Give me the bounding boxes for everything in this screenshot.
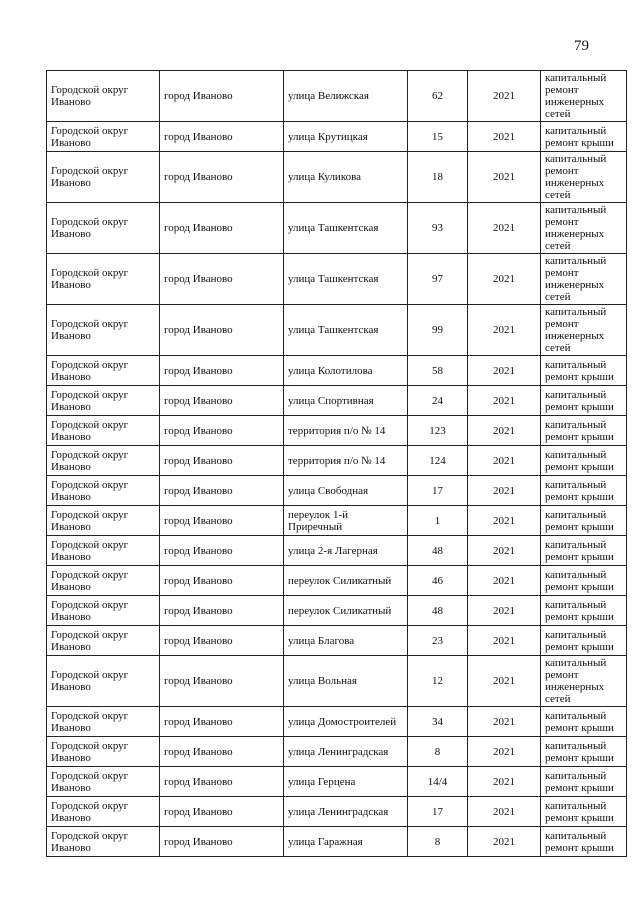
municipal-district-cell: Городской округ Иваново: [47, 737, 160, 767]
house-number-cell: 97: [408, 254, 468, 305]
house-number-cell: 48: [408, 536, 468, 566]
municipal-district-cell: Городской округ Иваново: [47, 152, 160, 203]
municipal-district-cell: Городской округ Иваново: [47, 476, 160, 506]
year-cell: 2021: [468, 767, 541, 797]
work-type-cell: капитальный ремонт крыши: [541, 626, 627, 656]
house-number-cell: 24: [408, 386, 468, 416]
table-row: [47, 386, 627, 416]
table-row: [47, 506, 627, 536]
street-cell: улица Велижская: [284, 71, 408, 122]
street-cell: улица Ташкентская: [284, 254, 408, 305]
settlement-cell: город Иваново: [160, 203, 284, 254]
work-type-cell: капитальный ремонт инженерных сетей: [541, 305, 627, 356]
year-cell: 2021: [468, 566, 541, 596]
table-row: [47, 536, 627, 566]
house-number-cell: 1: [408, 506, 468, 536]
house-number-cell: 123: [408, 416, 468, 446]
street-cell: улица Свободная: [284, 476, 408, 506]
street-cell: улица 2-я Лагерная: [284, 536, 408, 566]
municipal-district-cell: Городской округ Иваново: [47, 506, 160, 536]
house-number-cell: 12: [408, 656, 468, 707]
street-cell: переулок Силикатный: [284, 596, 408, 626]
street-cell: переулок 1-й Приречный: [284, 506, 408, 536]
year-cell: 2021: [468, 446, 541, 476]
year-cell: 2021: [468, 506, 541, 536]
street-cell: улица Куликова: [284, 152, 408, 203]
settlement-cell: город Иваново: [160, 356, 284, 386]
house-number-cell: 46: [408, 566, 468, 596]
work-type-cell: капитальный ремонт инженерных сетей: [541, 254, 627, 305]
year-cell: 2021: [468, 416, 541, 446]
municipal-district-cell: Городской округ Иваново: [47, 656, 160, 707]
street-cell: улица Ташкентская: [284, 203, 408, 254]
work-type-cell: капитальный ремонт крыши: [541, 506, 627, 536]
municipal-district-cell: Городской округ Иваново: [47, 536, 160, 566]
work-type-cell: капитальный ремонт инженерных сетей: [541, 656, 627, 707]
table-row: [47, 737, 627, 767]
settlement-cell: город Иваново: [160, 386, 284, 416]
house-number-cell: 17: [408, 797, 468, 827]
municipal-district-cell: Городской округ Иваново: [47, 122, 160, 152]
house-number-cell: 124: [408, 446, 468, 476]
work-type-cell: капитальный ремонт инженерных сетей: [541, 71, 627, 122]
table-row: [47, 122, 627, 152]
house-number-cell: 93: [408, 203, 468, 254]
table-row: [47, 203, 627, 254]
year-cell: 2021: [468, 305, 541, 356]
work-type-cell: капитальный ремонт крыши: [541, 566, 627, 596]
year-cell: 2021: [468, 707, 541, 737]
table-row: [47, 71, 627, 122]
work-type-cell: капитальный ремонт крыши: [541, 386, 627, 416]
settlement-cell: город Иваново: [160, 626, 284, 656]
house-number-cell: 8: [408, 737, 468, 767]
street-cell: территория п/о № 14: [284, 446, 408, 476]
table-row: [47, 566, 627, 596]
year-cell: 2021: [468, 203, 541, 254]
settlement-cell: город Иваново: [160, 827, 284, 857]
municipal-district-cell: Городской округ Иваново: [47, 71, 160, 122]
work-type-cell: капитальный ремонт крыши: [541, 536, 627, 566]
municipal-district-cell: Городской округ Иваново: [47, 566, 160, 596]
street-cell: улица Домостроителей: [284, 707, 408, 737]
work-type-cell: капитальный ремонт крыши: [541, 356, 627, 386]
year-cell: 2021: [468, 356, 541, 386]
settlement-cell: город Иваново: [160, 122, 284, 152]
work-type-cell: капитальный ремонт крыши: [541, 446, 627, 476]
table-row: [47, 767, 627, 797]
municipal-district-cell: Городской округ Иваново: [47, 626, 160, 656]
house-number-cell: 18: [408, 152, 468, 203]
settlement-cell: город Иваново: [160, 596, 284, 626]
house-number-cell: 99: [408, 305, 468, 356]
municipal-district-cell: Городской округ Иваново: [47, 254, 160, 305]
work-type-cell: капитальный ремонт крыши: [541, 122, 627, 152]
house-number-cell: 17: [408, 476, 468, 506]
work-type-cell: капитальный ремонт крыши: [541, 416, 627, 446]
year-cell: 2021: [468, 596, 541, 626]
year-cell: 2021: [468, 827, 541, 857]
table-row: [47, 707, 627, 737]
settlement-cell: город Иваново: [160, 707, 284, 737]
year-cell: 2021: [468, 122, 541, 152]
municipal-district-cell: Городской округ Иваново: [47, 827, 160, 857]
year-cell: 2021: [468, 626, 541, 656]
year-cell: 2021: [468, 71, 541, 122]
house-number-cell: 62: [408, 71, 468, 122]
table-row: [47, 797, 627, 827]
settlement-cell: город Иваново: [160, 476, 284, 506]
street-cell: улица Спортивная: [284, 386, 408, 416]
settlement-cell: город Иваново: [160, 305, 284, 356]
settlement-cell: город Иваново: [160, 416, 284, 446]
municipal-district-cell: Городской округ Иваново: [47, 356, 160, 386]
table-row: [47, 476, 627, 506]
table-body: [47, 71, 627, 857]
municipal-district-cell: Городской округ Иваново: [47, 797, 160, 827]
year-cell: 2021: [468, 476, 541, 506]
work-type-cell: капитальный ремонт крыши: [541, 707, 627, 737]
table-row: [47, 626, 627, 656]
settlement-cell: город Иваново: [160, 446, 284, 476]
house-number-cell: 15: [408, 122, 468, 152]
work-type-cell: капитальный ремонт крыши: [541, 737, 627, 767]
house-number-cell: 34: [408, 707, 468, 737]
year-cell: 2021: [468, 656, 541, 707]
municipal-district-cell: Городской округ Иваново: [47, 767, 160, 797]
street-cell: переулок Силикатный: [284, 566, 408, 596]
settlement-cell: город Иваново: [160, 797, 284, 827]
municipal-district-cell: Городской округ Иваново: [47, 446, 160, 476]
work-type-cell: капитальный ремонт крыши: [541, 596, 627, 626]
table-row: [47, 254, 627, 305]
settlement-cell: город Иваново: [160, 536, 284, 566]
house-number-cell: 48: [408, 596, 468, 626]
house-number-cell: 23: [408, 626, 468, 656]
street-cell: улица Крутицкая: [284, 122, 408, 152]
settlement-cell: город Иваново: [160, 737, 284, 767]
year-cell: 2021: [468, 797, 541, 827]
work-type-cell: капитальный ремонт крыши: [541, 827, 627, 857]
table-row: [47, 416, 627, 446]
settlement-cell: город Иваново: [160, 254, 284, 305]
table-row: [47, 596, 627, 626]
municipal-district-cell: Городской округ Иваново: [47, 596, 160, 626]
year-cell: 2021: [468, 254, 541, 305]
settlement-cell: город Иваново: [160, 152, 284, 203]
street-cell: улица Ташкентская: [284, 305, 408, 356]
work-type-cell: капитальный ремонт крыши: [541, 797, 627, 827]
municipal-district-cell: Городской округ Иваново: [47, 416, 160, 446]
house-number-cell: 8: [408, 827, 468, 857]
municipal-district-cell: Городской округ Иваново: [47, 203, 160, 254]
street-cell: улица Гаражная: [284, 827, 408, 857]
year-cell: 2021: [468, 386, 541, 416]
table-row: [47, 827, 627, 857]
year-cell: 2021: [468, 737, 541, 767]
year-cell: 2021: [468, 536, 541, 566]
housing-repair-table: [46, 70, 627, 857]
settlement-cell: город Иваново: [160, 656, 284, 707]
settlement-cell: город Иваново: [160, 566, 284, 596]
work-type-cell: капитальный ремонт крыши: [541, 476, 627, 506]
work-type-cell: капитальный ремонт инженерных сетей: [541, 152, 627, 203]
street-cell: улица Вольная: [284, 656, 408, 707]
work-type-cell: капитальный ремонт инженерных сетей: [541, 203, 627, 254]
settlement-cell: город Иваново: [160, 71, 284, 122]
year-cell: 2021: [468, 152, 541, 203]
table-row: [47, 356, 627, 386]
work-type-cell: капитальный ремонт крыши: [541, 767, 627, 797]
street-cell: улица Герцена: [284, 767, 408, 797]
street-cell: территория п/о № 14: [284, 416, 408, 446]
table-row: [47, 446, 627, 476]
house-number-cell: 58: [408, 356, 468, 386]
municipal-district-cell: Городской округ Иваново: [47, 305, 160, 356]
street-cell: улица Колотилова: [284, 356, 408, 386]
municipal-district-cell: Городской округ Иваново: [47, 386, 160, 416]
settlement-cell: город Иваново: [160, 506, 284, 536]
settlement-cell: город Иваново: [160, 767, 284, 797]
street-cell: улица Благова: [284, 626, 408, 656]
page-number: 79: [574, 38, 589, 54]
municipal-district-cell: Городской округ Иваново: [47, 707, 160, 737]
street-cell: улица Ленинградская: [284, 797, 408, 827]
street-cell: улица Ленинградская: [284, 737, 408, 767]
table-row: [47, 305, 627, 356]
table-row: [47, 656, 627, 707]
house-number-cell: 14/4: [408, 767, 468, 797]
table-row: [47, 152, 627, 203]
